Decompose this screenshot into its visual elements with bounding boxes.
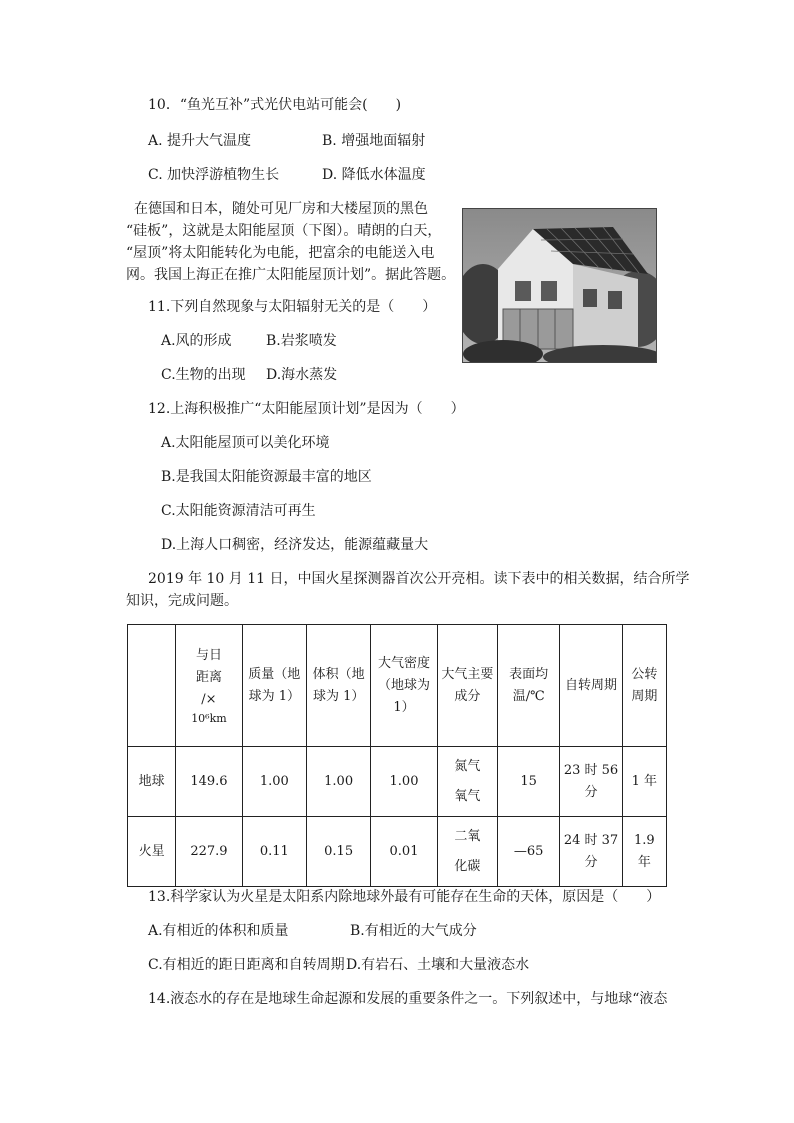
row-mars-revolution: 1.9 年 — [622, 817, 666, 887]
row-earth-distance: 149.6 — [176, 747, 242, 817]
row-earth-volume: 1.00 — [306, 747, 370, 817]
row-earth-density: 1.00 — [371, 747, 437, 817]
header-distance-line-3: /× — [201, 691, 217, 707]
header-mass: 质量（地球为 1） — [242, 625, 306, 747]
q10-option-a: A. 提升大气温度 — [148, 133, 252, 149]
q10-option-d: D. 降低水体温度 — [322, 167, 426, 183]
row-earth-atm-2: 氧气 — [454, 788, 481, 804]
row-earth-atm-1: 氮气 — [454, 758, 481, 774]
q11-option-c: C.生物的出现 — [161, 367, 246, 383]
row-mars-rotation: 24 时 37 分 — [560, 817, 622, 887]
header-temp: 表面均温/℃ — [498, 625, 560, 747]
row-mars-mass: 0.11 — [242, 817, 306, 887]
solar-roof-house-illustration — [463, 209, 656, 362]
q10-stem: 10．“鱼光互补”式光伏电站可能会( ) — [148, 97, 402, 113]
header-rotation: 自转周期 — [560, 625, 622, 747]
q12-option-d: D.上海人口稠密，经济发达，能源蕴藏量大 — [161, 537, 429, 553]
table-row-mars — [128, 817, 667, 887]
q11-option-d: D.海水蒸发 — [266, 367, 338, 383]
header-empty-cell — [128, 625, 176, 747]
row-mars-atm-1: 二氧 — [454, 828, 481, 844]
intro-mars-line-1: 2019 年 10 月 11 日，中国火星探测器首次公开亮相。读下表中的相关数据，结合所学 — [148, 571, 690, 587]
header-atmosphere: 大气主要成分 — [437, 625, 497, 747]
q13-option-d: D.有岩石、土壤和大量液态水 — [346, 957, 530, 973]
planet-comparison-table — [127, 624, 667, 887]
q12-option-b: B.是我国太阳能资源最丰富的地区 — [161, 469, 372, 485]
row-mars-name: 火星 — [128, 817, 176, 887]
row-earth-rotation: 23 时 56 分 — [560, 747, 622, 817]
intro-solar-line-2: “硅板”，这就是太阳能屋顶（下图）。晴朗的白天， — [126, 223, 442, 239]
row-mars-volume: 0.15 — [306, 817, 370, 887]
row-mars-atmosphere — [437, 817, 497, 887]
q13-stem: 13.科学家认为火星是太阳系内除地球外最有可能存在生命的天体，原因是（ ） — [148, 889, 661, 905]
intro-solar-line-3: “屋顶”将太阳能转化为电能，把富余的电能送入电 — [126, 245, 435, 261]
row-mars-density: 0.01 — [371, 817, 437, 887]
header-density: 大气密度（地球为 1） — [371, 625, 437, 747]
row-earth-name: 地球 — [128, 747, 176, 817]
q10-option-c: C. 加快浮游植物生长 — [148, 167, 280, 183]
row-earth-revolution: 1 年 — [622, 747, 666, 817]
header-volume: 体积（地球为 1） — [306, 625, 370, 747]
header-distance-line-2: 距离 — [195, 669, 222, 685]
header-revolution: 公转周期 — [622, 625, 666, 747]
q13-option-b: B.有相近的大气成分 — [350, 923, 477, 939]
header-distance — [176, 625, 242, 747]
q12-stem: 12.上海积极推广“太阳能屋顶计划”是因为（ ） — [148, 401, 465, 417]
solar-roof-house-photo — [462, 208, 657, 363]
header-distance-line-1: 与日 — [195, 647, 222, 663]
intro-solar-line-4: 网。我国上海正在推广太阳能屋顶计划”。据此答题。 — [126, 267, 456, 283]
row-earth-atmosphere — [437, 747, 497, 817]
q12-option-a: A.太阳能屋顶可以美化环境 — [161, 435, 330, 451]
q14-stem: 14.液态水的存在是地球生命起源和发展的重要条件之一。下列叙述中，与地球“液态 — [148, 991, 668, 1007]
intro-solar-line-1: 在德国和日本，随处可见厂房和大楼屋顶的黑色 — [134, 201, 428, 217]
row-mars-atm-2: 化碳 — [454, 858, 481, 874]
intro-mars-line-2: 知识，完成问题。 — [126, 593, 238, 609]
table-header-row — [128, 625, 667, 747]
row-mars-distance: 227.9 — [176, 817, 242, 887]
q12-option-c: C.太阳能资源清洁可再生 — [161, 503, 316, 519]
table-row-earth — [128, 747, 667, 817]
row-earth-mass: 1.00 — [242, 747, 306, 817]
q11-option-b: B.岩浆喷发 — [266, 333, 337, 349]
q13-option-a: A.有相近的体积和质量 — [148, 923, 289, 939]
header-distance-line-4: 10⁶km — [191, 711, 227, 725]
q11-stem: 11.下列自然现象与太阳辐射无关的是（ ） — [148, 299, 437, 315]
row-mars-temp: —65 — [498, 817, 560, 887]
row-earth-temp: 15 — [498, 747, 560, 817]
q10-option-b: B. 增强地面辐射 — [322, 133, 426, 149]
q11-option-a: A.风的形成 — [161, 333, 232, 349]
q13-option-c: C.有相近的距日距离和自转周期 — [148, 957, 345, 973]
